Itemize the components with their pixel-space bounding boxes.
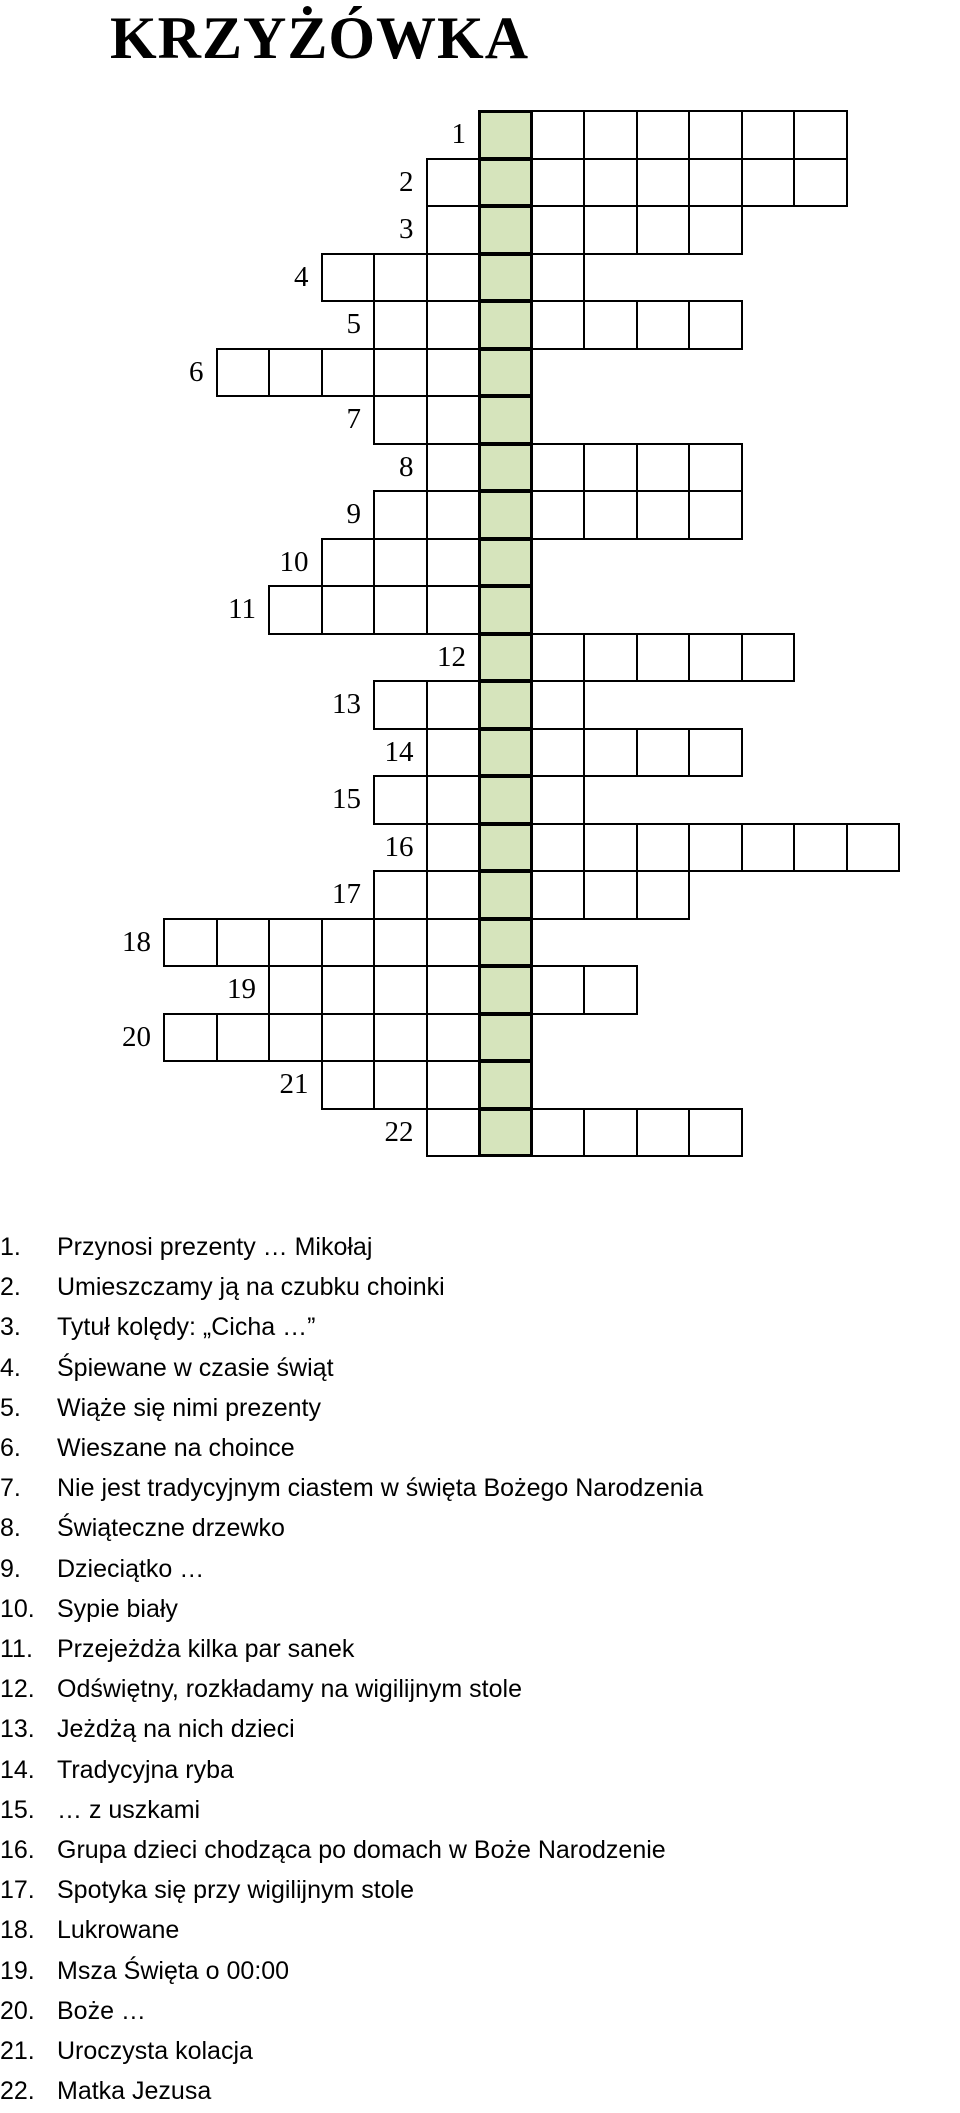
grid-cell[interactable]	[583, 1108, 638, 1158]
key-cell[interactable]	[478, 728, 533, 778]
grid-cell[interactable]	[583, 633, 638, 683]
grid-cell[interactable]	[321, 348, 376, 398]
clue-item	[0, 1307, 960, 1347]
key-cell[interactable]	[478, 1108, 533, 1158]
clue-text: Jeżdżą na nich dzieci	[57, 1715, 295, 1744]
clue-text: Boże …	[57, 1996, 146, 2025]
key-cell[interactable]	[478, 158, 533, 208]
grid-cell[interactable]	[426, 728, 481, 778]
grid-cell[interactable]	[426, 538, 481, 588]
grid-cell[interactable]	[531, 205, 586, 255]
grid-cell[interactable]	[426, 253, 481, 303]
grid-cell[interactable]	[373, 918, 428, 968]
key-cell[interactable]	[478, 395, 533, 445]
grid-cell[interactable]	[636, 110, 691, 160]
clue-number: 9.	[0, 1554, 21, 1583]
grid-cell[interactable]	[268, 918, 323, 968]
grid-cell[interactable]	[373, 775, 428, 825]
grid-cell[interactable]	[531, 965, 586, 1015]
grid-cell[interactable]	[268, 348, 323, 398]
clue-item	[0, 1830, 960, 1870]
grid-cell[interactable]	[583, 110, 638, 160]
clue-number: 21.	[0, 2037, 35, 2065]
grid-cell[interactable]	[636, 300, 691, 350]
clue-text: Tradycyjna ryba	[57, 1755, 234, 1784]
clue-item	[0, 1790, 960, 1830]
row-number: 16	[384, 830, 414, 863]
grid-cell[interactable]	[216, 1013, 271, 1063]
clue-number: 7.	[0, 1474, 21, 1503]
grid-cell[interactable]	[741, 823, 796, 873]
clue-number: 17.	[0, 1876, 35, 1905]
grid-cell[interactable]	[373, 680, 428, 730]
clue-item	[0, 1428, 960, 1468]
clue-text: Przejeżdża kilka par sanek	[57, 1635, 355, 1663]
page-title: KRZYŻÓWKA	[110, 5, 530, 71]
clue-item	[0, 1227, 960, 1267]
grid-cell[interactable]	[583, 823, 638, 873]
grid-cell[interactable]	[531, 490, 586, 540]
key-cell[interactable]	[478, 870, 533, 920]
clue-text: Umieszczamy ją na czubku choinki	[57, 1273, 445, 1302]
grid-cell[interactable]	[583, 965, 638, 1015]
grid-cell[interactable]	[373, 538, 428, 588]
clue-number: 11.	[0, 1635, 33, 1663]
grid-cell[interactable]	[426, 965, 481, 1015]
clue-number: 19.	[0, 1956, 35, 1985]
row-number: 6	[189, 355, 204, 388]
grid-cell[interactable]	[531, 443, 586, 493]
grid-cell[interactable]	[321, 1013, 376, 1063]
grid-cell[interactable]	[163, 918, 218, 968]
grid-cell[interactable]	[583, 300, 638, 350]
row-number: 11	[228, 593, 256, 625]
grid-cell[interactable]	[426, 823, 481, 873]
key-cell[interactable]	[478, 205, 533, 255]
grid-cell[interactable]	[636, 205, 691, 255]
clue-item	[0, 1951, 960, 1991]
clue-text: Przynosi prezenty … Mikołaj	[57, 1233, 373, 1261]
grid-cell[interactable]	[373, 585, 428, 635]
clue-item	[0, 1991, 960, 2031]
clue-item	[0, 1629, 960, 1669]
clue-item	[0, 1910, 960, 1950]
clue-text: Spotyka się przy wigilijnym stole	[57, 1876, 415, 1905]
grid-cell[interactable]	[426, 158, 481, 208]
grid-cell[interactable]	[688, 633, 743, 683]
grid-cell[interactable]	[373, 1013, 428, 1063]
grid-cell[interactable]	[531, 1108, 586, 1158]
grid-cell[interactable]	[321, 965, 376, 1015]
grid-cell[interactable]	[531, 870, 586, 920]
key-cell[interactable]	[478, 1013, 533, 1063]
clue-number: 18.	[0, 1916, 35, 1945]
key-cell[interactable]	[478, 490, 533, 540]
clue-number: 14.	[0, 1755, 35, 1784]
clue-number: 13.	[0, 1715, 35, 1744]
clue-item	[0, 1589, 960, 1629]
clue-text: Sypie biały	[57, 1594, 178, 1623]
clue-item	[0, 2071, 960, 2111]
grid-cell[interactable]	[688, 158, 743, 208]
grid-cell[interactable]	[426, 775, 481, 825]
grid-cell[interactable]	[793, 823, 848, 873]
grid-cell[interactable]	[741, 158, 796, 208]
row-number: 22	[384, 1115, 414, 1148]
clue-text: Nie jest tradycyjnym ciastem w święta Bożego Narodzenia	[57, 1474, 704, 1503]
clue-text: Matka Jezusa	[57, 2077, 212, 2106]
clue-item	[0, 1669, 960, 1709]
grid-cell[interactable]	[636, 443, 691, 493]
row-number: 7	[346, 403, 361, 435]
grid-cell[interactable]	[373, 870, 428, 920]
grid-cell[interactable]	[688, 110, 743, 160]
clue-item	[0, 1468, 960, 1508]
row-number: 12	[437, 640, 466, 673]
grid-cell[interactable]	[268, 965, 323, 1015]
clue-number: 8.	[0, 1514, 21, 1543]
clue-number: 22.	[0, 2077, 35, 2106]
grid-cell[interactable]	[583, 870, 638, 920]
grid-cell[interactable]	[426, 348, 481, 398]
row-number: 5	[346, 308, 361, 340]
grid-cell[interactable]	[583, 728, 638, 778]
grid-cell[interactable]	[426, 205, 481, 255]
grid-cell[interactable]	[426, 1013, 481, 1063]
clue-item	[0, 1750, 960, 1790]
grid-cell[interactable]	[636, 870, 691, 920]
grid-cell[interactable]	[688, 443, 743, 493]
row-number: 19	[227, 973, 256, 1005]
grid-cell[interactable]	[583, 443, 638, 493]
grid-cell[interactable]	[531, 680, 586, 730]
key-cell[interactable]	[478, 1060, 533, 1110]
grid-cell[interactable]	[373, 490, 428, 540]
row-number: 9	[346, 498, 361, 530]
grid-cell[interactable]	[583, 158, 638, 208]
clue-text: Lukrowane	[57, 1916, 180, 1945]
key-cell[interactable]	[478, 348, 533, 398]
clue-text: Msza Święta o 00:00	[57, 1956, 290, 1985]
clue-item	[0, 1267, 960, 1307]
row-number: 20	[122, 1020, 151, 1053]
clue-item	[0, 1870, 960, 1910]
grid-cell[interactable]	[426, 1108, 481, 1158]
clue-text: Uroczysta kolacja	[57, 2037, 253, 2065]
clue-item	[0, 1508, 960, 1548]
grid-cell[interactable]	[636, 490, 691, 540]
clue-text: Świąteczne drzewko	[57, 1514, 285, 1543]
key-cell[interactable]	[478, 775, 533, 825]
grid-cell[interactable]	[531, 728, 586, 778]
clue-number: 2.	[0, 1273, 21, 1302]
grid-cell[interactable]	[636, 728, 691, 778]
clue-number: 15.	[0, 1795, 35, 1824]
grid-cell[interactable]	[426, 585, 481, 635]
grid-cell[interactable]	[793, 110, 848, 160]
row-number: 1	[451, 118, 466, 150]
grid-cell[interactable]	[531, 633, 586, 683]
grid-cell[interactable]	[373, 965, 428, 1015]
grid-cell[interactable]	[688, 205, 743, 255]
grid-cell[interactable]	[373, 253, 428, 303]
grid-cell[interactable]	[531, 775, 586, 825]
grid-cell[interactable]	[426, 300, 481, 350]
clue-number: 6.	[0, 1434, 21, 1462]
grid-cell[interactable]	[688, 300, 743, 350]
grid-cell[interactable]	[426, 918, 481, 968]
grid-cell[interactable]	[216, 918, 271, 968]
key-cell[interactable]	[478, 680, 533, 730]
clue-item	[0, 1388, 960, 1428]
clue-number: 1.	[0, 1233, 21, 1261]
grid-cell[interactable]	[321, 253, 376, 303]
clue-number: 5.	[0, 1393, 21, 1422]
grid-cell[interactable]	[688, 728, 743, 778]
key-cell[interactable]	[478, 253, 533, 303]
grid-cell[interactable]	[373, 348, 428, 398]
grid-cell[interactable]	[636, 158, 691, 208]
grid-cell[interactable]	[688, 490, 743, 540]
grid-cell[interactable]	[636, 1108, 691, 1158]
grid-cell[interactable]	[531, 823, 586, 873]
grid-cell[interactable]	[321, 1060, 376, 1110]
grid-cell[interactable]	[321, 585, 376, 635]
row-number: 8	[399, 450, 414, 483]
key-cell[interactable]	[478, 633, 533, 683]
clue-number: 4.	[0, 1353, 21, 1382]
clue-text: Śpiewane w czasie świąt	[57, 1353, 334, 1382]
row-number: 21	[279, 1068, 309, 1100]
clue-item	[0, 1549, 960, 1589]
clue-number: 20.	[0, 1996, 35, 2025]
grid-cell[interactable]	[636, 823, 691, 873]
key-cell[interactable]	[478, 538, 533, 588]
grid-cell[interactable]	[531, 110, 586, 160]
clue-text: Tytuł kolędy: „Cicha …”	[57, 1313, 316, 1342]
grid-cell[interactable]	[741, 110, 796, 160]
grid-cell[interactable]	[531, 158, 586, 208]
grid-cell[interactable]	[426, 1060, 481, 1110]
grid-cell[interactable]	[583, 490, 638, 540]
grid-cell[interactable]	[793, 158, 848, 208]
grid-cell[interactable]	[636, 633, 691, 683]
grid-cell[interactable]	[426, 870, 481, 920]
grid-cell[interactable]	[373, 395, 428, 445]
grid-cell[interactable]	[373, 300, 428, 350]
grid-cell[interactable]	[531, 300, 586, 350]
clue-text: Wiąże się nimi prezenty	[57, 1393, 321, 1422]
row-number: 10	[279, 545, 309, 578]
grid-cell[interactable]	[268, 1013, 323, 1063]
row-number: 2	[399, 165, 414, 198]
grid-cell[interactable]	[321, 918, 376, 968]
key-cell[interactable]	[478, 110, 533, 160]
clue-number: 3.	[0, 1313, 21, 1342]
row-number: 15	[332, 783, 361, 815]
clue-text: Dzieciątko …	[57, 1554, 205, 1583]
grid-cell[interactable]	[583, 205, 638, 255]
grid-cell[interactable]	[426, 490, 481, 540]
clue-number: 12.	[0, 1675, 35, 1704]
clue-number: 16.	[0, 1836, 35, 1864]
grid-cell[interactable]	[688, 823, 743, 873]
clue-number: 10.	[0, 1594, 35, 1623]
grid-cell[interactable]	[741, 633, 796, 683]
key-cell[interactable]	[478, 443, 533, 493]
grid-cell[interactable]	[268, 585, 323, 635]
grid-cell[interactable]	[163, 1013, 218, 1063]
clue-text: Wieszane na choince	[57, 1434, 295, 1462]
row-number: 4	[294, 260, 309, 293]
grid-cell[interactable]	[531, 253, 586, 303]
clue-item	[0, 1709, 960, 1749]
key-cell[interactable]	[478, 918, 533, 968]
grid-cell[interactable]	[426, 680, 481, 730]
row-number: 3	[399, 213, 414, 245]
row-number: 18	[122, 925, 151, 958]
grid-cell[interactable]	[216, 348, 271, 398]
row-number: 17	[332, 878, 361, 910]
grid-cell[interactable]	[426, 395, 481, 445]
clue-text: Grupa dzieci chodząca po domach w Boże Narodzenie	[57, 1836, 666, 1864]
clue-text: Odświętny, rozkładamy na wigilijnym stole	[57, 1675, 522, 1704]
clue-item	[0, 1348, 960, 1388]
clue-item	[0, 2031, 960, 2071]
key-cell[interactable]	[478, 585, 533, 635]
grid-cell[interactable]	[846, 823, 901, 873]
key-cell[interactable]	[478, 823, 533, 873]
key-cell[interactable]	[478, 300, 533, 350]
grid-cell[interactable]	[321, 538, 376, 588]
grid-cell[interactable]	[688, 1108, 743, 1158]
grid-cell[interactable]	[426, 443, 481, 493]
clue-text: … z uszkami	[57, 1795, 201, 1824]
grid-cell[interactable]	[373, 1060, 428, 1110]
row-number: 13	[332, 688, 361, 720]
row-number: 14	[384, 735, 414, 768]
key-cell[interactable]	[478, 965, 533, 1015]
